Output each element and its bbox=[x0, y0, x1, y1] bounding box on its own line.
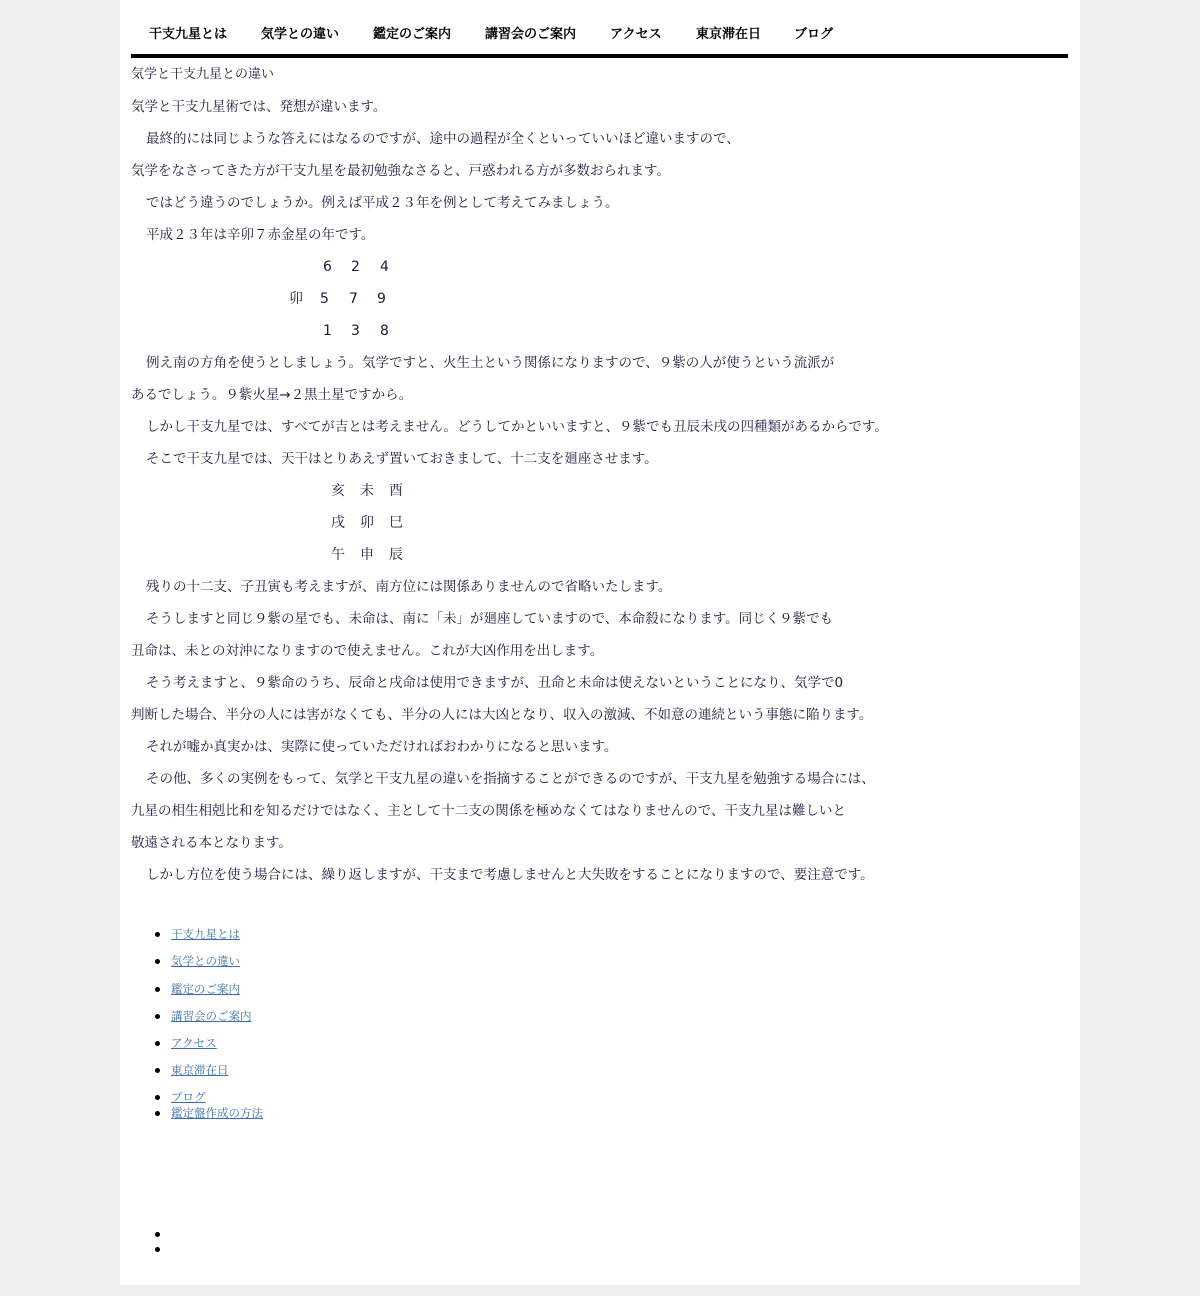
paragraph: それが嘘か真実かは、実際に使っていただければおわかりになると思います。 bbox=[146, 739, 618, 755]
bullet-icon bbox=[155, 1014, 160, 1019]
paragraph: 敬遠される本となります。 bbox=[131, 835, 292, 851]
paragraph: しかし方位を使う場合には、繰り返しますが、干支まで考慮しませんと大失敗をすることになりますので、要注意です。 bbox=[146, 867, 874, 883]
list-item bbox=[171, 1062, 229, 1078]
nav-item-difference[interactable]: 気学との違い bbox=[261, 27, 340, 42]
grid-cell: 午 bbox=[331, 547, 345, 563]
list-item bbox=[171, 1105, 263, 1121]
grid-cell: 酉 bbox=[389, 483, 403, 499]
grid-cell: 5 bbox=[320, 291, 329, 307]
footer-link-blog[interactable]: ブログ bbox=[171, 1090, 206, 1104]
footer-link-difference[interactable]: 気学との違い bbox=[171, 954, 240, 968]
bullet-icon bbox=[155, 1111, 160, 1116]
nav-item-access[interactable]: アクセス bbox=[610, 27, 662, 42]
paragraph: 例え南の方角を使うとしましょう。気学ですと、火生土という関係になりますので、９紫の人が使うという流派が bbox=[146, 355, 835, 371]
paragraph: そうしますと同じ９紫の星でも、未命は、南に「未」が廻座していますので、本命殺になります。同じく９紫でも bbox=[146, 611, 834, 627]
bullet-icon bbox=[155, 1095, 160, 1100]
paragraph: 判断した場合、半分の人には害がなくても、半分の人には大凶となり、収入の激減、不如意の連続という事態に陥ります。 bbox=[131, 707, 873, 723]
paragraph: そこで干支九星では、天干はとりあえず置いておきまして、十二支を廻座させます。 bbox=[146, 451, 658, 467]
grid-cell: 3 bbox=[351, 323, 360, 339]
paragraph: しかし干支九星では、すべてが吉とは考えません。どうしてかといいますと、９紫でも丑辰未戌の四種類があるからです。 bbox=[146, 419, 888, 435]
list-item bbox=[171, 1035, 217, 1051]
grid-cell: 6 bbox=[323, 259, 332, 275]
grid-cell: 8 bbox=[380, 323, 389, 339]
nav-item-kanshi-kyusei[interactable]: 干支九星とは bbox=[149, 27, 228, 42]
paragraph: そう考えますと、９紫命のうち、辰命と戌命は使用できますが、丑命と未命は使えないということになり、気学で0 bbox=[146, 675, 844, 691]
zodiac-grid bbox=[120, 481, 1080, 565]
grid-cell: 巳 bbox=[389, 515, 403, 531]
bullet-icon bbox=[155, 1247, 160, 1252]
footer-link-kanshi-kyusei[interactable]: 干支九星とは bbox=[171, 927, 240, 941]
grid-cell: 7 bbox=[349, 291, 358, 307]
grid-cell: 辰 bbox=[389, 547, 403, 563]
star-grid bbox=[120, 257, 1080, 341]
bullet-icon bbox=[155, 987, 160, 992]
bullet-icon bbox=[155, 1068, 160, 1073]
bullet-icon bbox=[155, 1041, 160, 1046]
paragraph: 丑命は、未との対沖になりますので使えません。これが大凶作用を出します。 bbox=[131, 643, 604, 659]
grid-cell: 2 bbox=[351, 259, 360, 275]
paragraph: その他、多くの実例をもって、気学と干支九星の違いを指摘することができるのですが、干支九星を勉強する場合には、 bbox=[146, 771, 875, 787]
paragraph: ではどう違うのでしょうか。例えば平成２３年を例として考えてみましょう。 bbox=[146, 195, 619, 211]
paragraph: 気学と干支九星術では、発想が違います。 bbox=[131, 99, 387, 115]
grid-cell: 1 bbox=[323, 323, 332, 339]
page-title: 気学と干支九星との違い bbox=[131, 67, 275, 82]
list-item bbox=[171, 953, 240, 969]
bullet-icon bbox=[155, 1232, 160, 1237]
bullet-icon bbox=[155, 959, 160, 964]
footer-link-access[interactable]: アクセス bbox=[171, 1036, 217, 1050]
grid-cell: 申 bbox=[360, 547, 374, 563]
paragraph: あるでしょう。９紫火星→２黒土星ですから。 bbox=[131, 387, 413, 403]
footer-link-appraisal[interactable]: 鑑定のご案内 bbox=[171, 982, 240, 996]
list-item bbox=[171, 1089, 206, 1105]
paragraph: 残りの十二支、子丑寅も考えますが、南方位には関係ありませんので省略いたします。 bbox=[146, 579, 672, 595]
footer-link-chart-method[interactable]: 鑑定盤作成の方法 bbox=[171, 1106, 263, 1120]
nav-item-blog[interactable]: ブログ bbox=[794, 27, 834, 42]
list-item bbox=[171, 1008, 252, 1024]
grid-cell: 4 bbox=[380, 259, 389, 275]
grid-cell: 未 bbox=[360, 483, 374, 499]
paragraph: 平成２３年は辛卯７赤金星の年です。 bbox=[146, 227, 375, 243]
paragraph: 気学をなさってきた方が干支九星を最初勉強なさると、戸惑われる方が多数おられます。 bbox=[131, 163, 670, 179]
grid-cell: 戌 bbox=[331, 515, 345, 531]
grid-row-label: 卯 bbox=[289, 291, 303, 307]
bullet-icon bbox=[155, 932, 160, 937]
grid-cell: 9 bbox=[377, 291, 386, 307]
page-container bbox=[120, 0, 1080, 1285]
footer-link-tokyo-days[interactable]: 東京滞在日 bbox=[171, 1063, 229, 1077]
grid-cell: 亥 bbox=[331, 483, 345, 499]
main-nav bbox=[131, 0, 1068, 58]
paragraph: 最終的には同じような答えにはなるのですが、途中の過程が全くといっていいほど違いますので、 bbox=[146, 131, 740, 147]
list-item bbox=[171, 926, 240, 942]
paragraph: 九星の相生相剋比和を知るだけではなく、主として十二支の関係を極めなくてはなりませんので、干支九星は難しいと bbox=[131, 803, 846, 819]
grid-cell: 卯 bbox=[360, 515, 374, 531]
footer-link-seminar[interactable]: 講習会のご案内 bbox=[171, 1009, 252, 1023]
list-item bbox=[171, 981, 240, 997]
nav-item-appraisal[interactable]: 鑑定のご案内 bbox=[373, 27, 452, 42]
nav-item-seminar[interactable]: 講習会のご案内 bbox=[485, 27, 577, 42]
nav-item-tokyo-days[interactable]: 東京滞在日 bbox=[696, 27, 762, 42]
